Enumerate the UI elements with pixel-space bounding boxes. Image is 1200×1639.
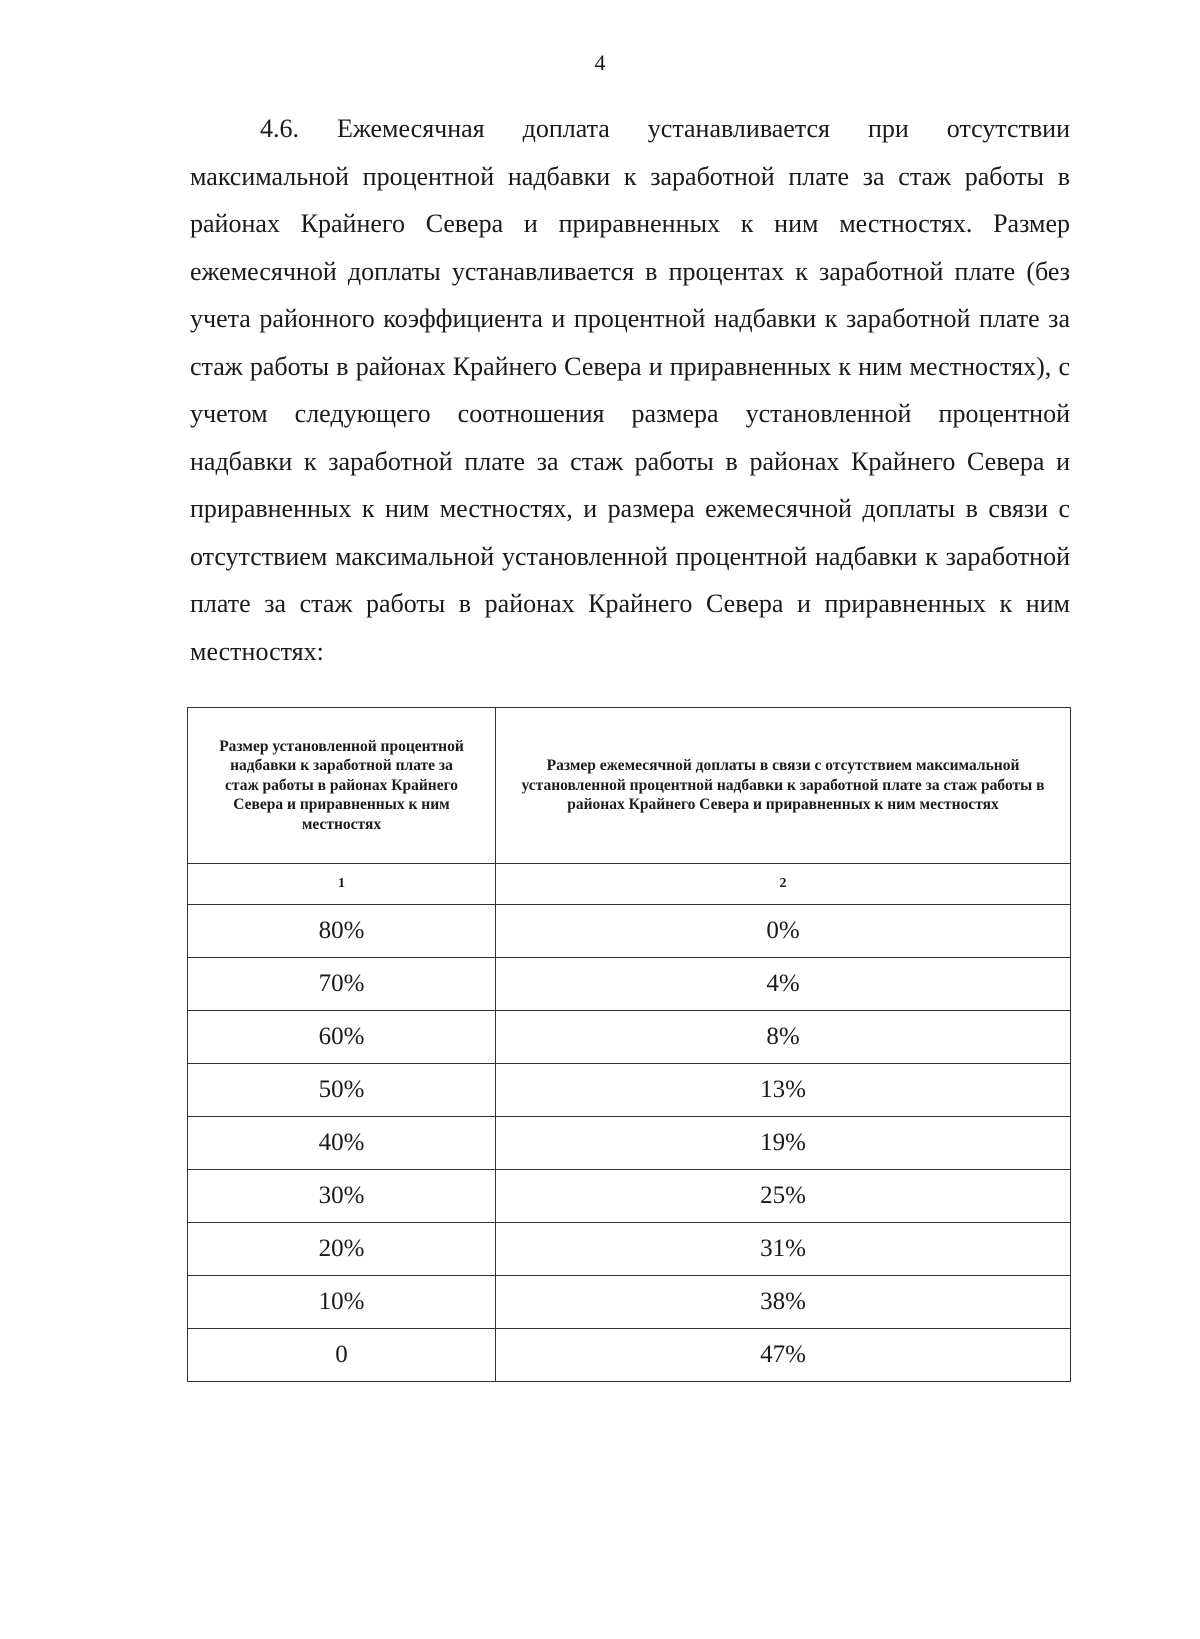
allowance-cell: 10% bbox=[188, 1276, 496, 1329]
allowance-cell: 30% bbox=[188, 1170, 496, 1223]
allowance-cell: 50% bbox=[188, 1064, 496, 1117]
supplement-cell: 38% bbox=[496, 1276, 1071, 1329]
supplement-cell: 0% bbox=[496, 905, 1071, 958]
table-row bbox=[188, 1223, 1071, 1276]
table-row bbox=[188, 958, 1071, 1011]
table-header-row bbox=[188, 708, 1071, 864]
column-number-row bbox=[188, 864, 1071, 905]
header-cell-allowance bbox=[188, 708, 496, 864]
supplement-cell: 13% bbox=[496, 1064, 1071, 1117]
column-number: 1 bbox=[188, 864, 496, 905]
supplement-cell: 4% bbox=[496, 958, 1071, 1011]
header-label-supplement: Размер ежемесячной доплаты в связи с отсутствием максимальной установленной процентной надбавки к заработной плате за стаж работы в районах Крайнего Севера и приравненных к ним местностях bbox=[521, 757, 1045, 814]
table-row bbox=[188, 1329, 1071, 1382]
page-number: 4 bbox=[594, 50, 606, 75]
allowance-cell: 0 bbox=[188, 1329, 496, 1382]
paragraph-4-6: 4.6. Ежемесячная доплата устанавливается при отсутствии максимальной процентной надбавки к заработной плате за стаж работы в районах Крайнего Севера и приравненных к ним местностях. Размер ежемесячной доплаты устанавливается в процентах к заработной плате (без учета районного коэффициента и процентной надбавки к заработной плате за стаж работы в районах Крайнего Севера и приравненных к ним местностях), с учетом следующего соотношения размера установленной процентной надбавки к заработной плате за стаж работы в районах Крайнего Севера и приравненных к ним местностях, и размера ежемесячной доплаты в связи с отсутствием максимальной установленной процентной надбавки к заработной плате за стаж работы в районах Крайнего Севера и приравненных к ним местностях: bbox=[190, 114, 1070, 666]
supplement-cell: 47% bbox=[496, 1329, 1071, 1382]
supplement-cell: 31% bbox=[496, 1223, 1071, 1276]
allowance-cell: 70% bbox=[188, 958, 496, 1011]
allowance-cell: 60% bbox=[188, 1011, 496, 1064]
supplement-cell: 8% bbox=[496, 1011, 1071, 1064]
header-cell-supplement bbox=[496, 708, 1071, 864]
supplement-cell: 25% bbox=[496, 1170, 1071, 1223]
allowance-cell: 40% bbox=[188, 1117, 496, 1170]
table-row bbox=[188, 1276, 1071, 1329]
table-row bbox=[188, 1011, 1071, 1064]
table-row bbox=[188, 1064, 1071, 1117]
table-row bbox=[188, 1170, 1071, 1223]
allowance-table bbox=[187, 707, 1071, 1382]
header-label-allowance: Размер установленной процентной надбавки к заработной плате за стаж работы в районах Крайнего Севера и приравненных к ним местностях bbox=[219, 737, 464, 833]
allowance-cell: 80% bbox=[188, 905, 496, 958]
table-row bbox=[188, 905, 1071, 958]
supplement-cell: 19% bbox=[496, 1117, 1071, 1170]
table-row bbox=[188, 1117, 1071, 1170]
column-number: 2 bbox=[496, 864, 1071, 905]
allowance-cell: 20% bbox=[188, 1223, 496, 1276]
